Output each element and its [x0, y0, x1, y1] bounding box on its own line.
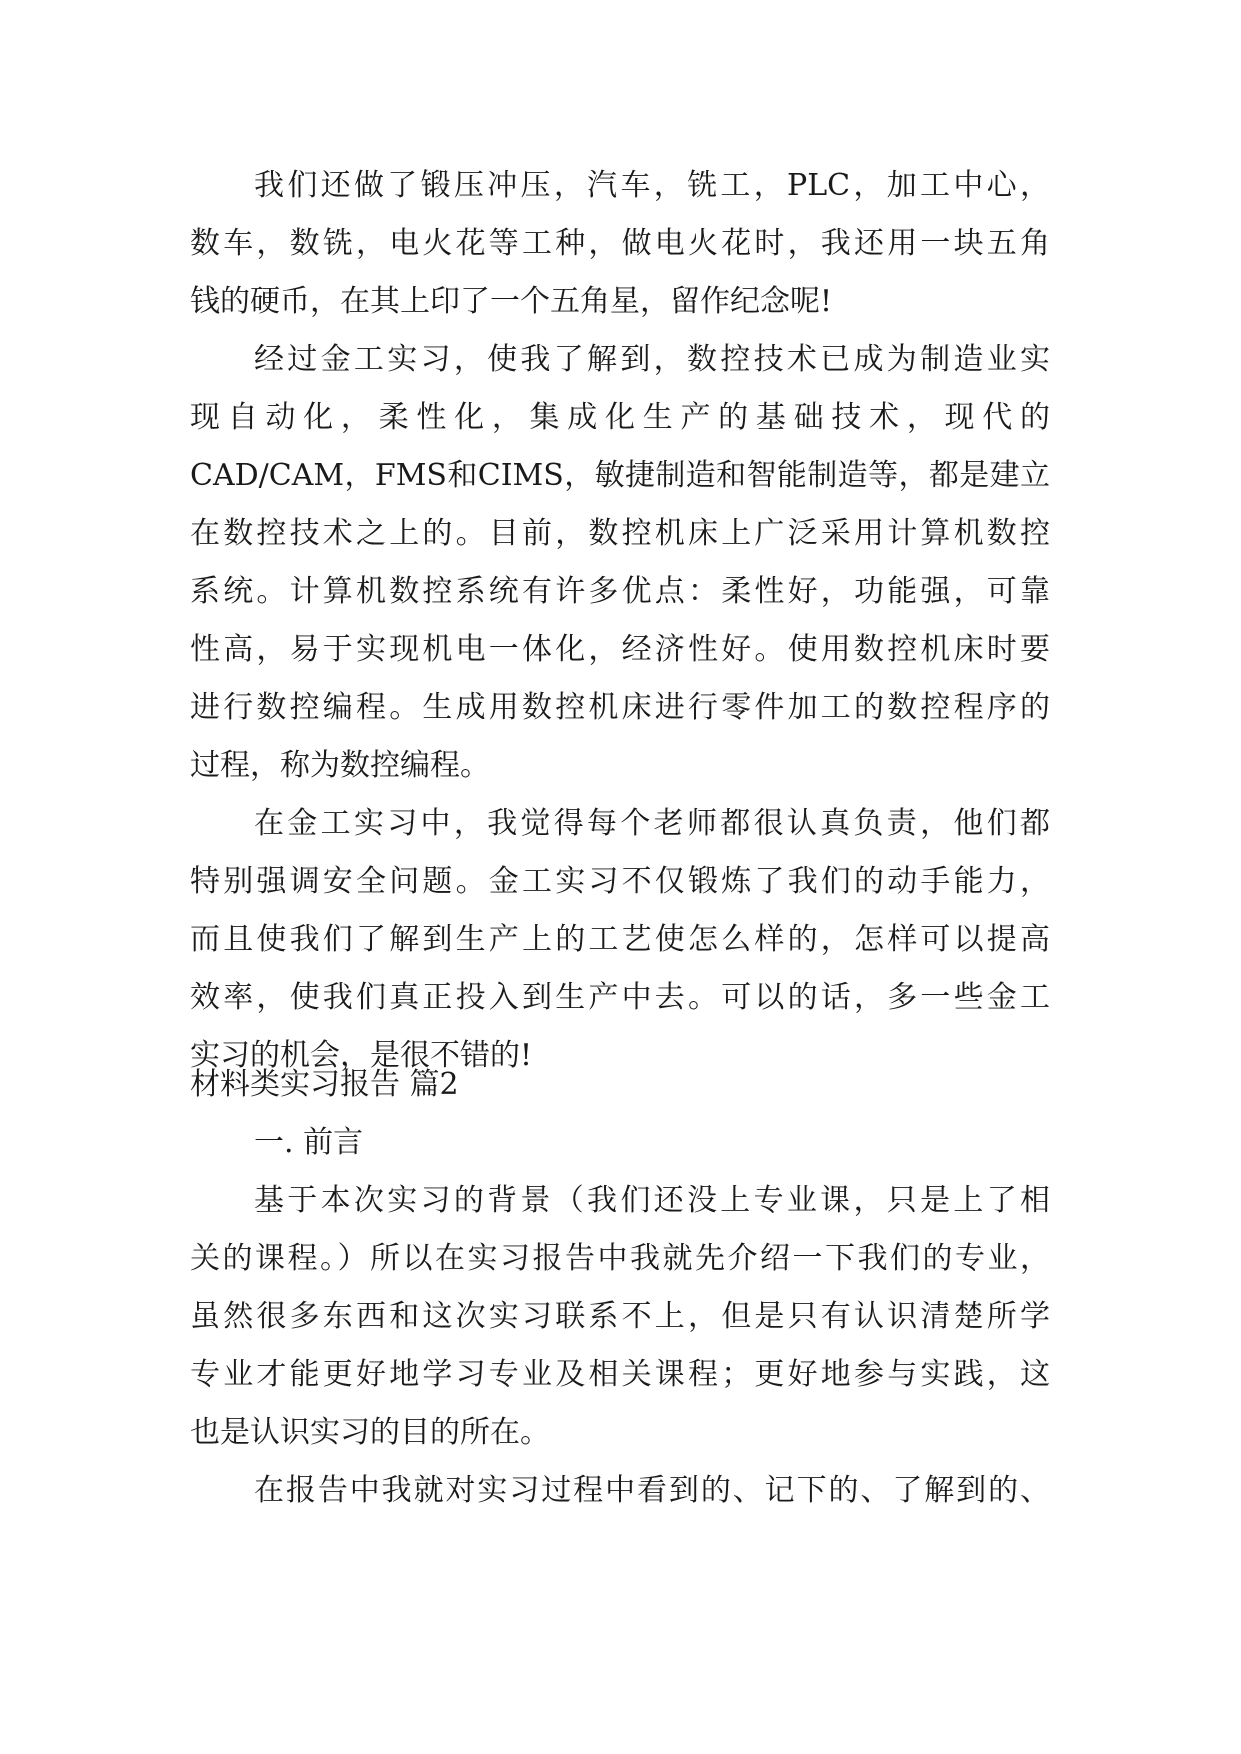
text-line: 虽然很多东西和这次实习联系不上，但是只有认识清楚所学 [190, 1299, 1050, 1334]
text-line: 我们还做了锻压冲压，汽车，铣工，PLC，加工中心， [254, 168, 1050, 203]
text-line: CAD/CAM，FMS和CIMS，敏捷制造和智能制造等，都是建立 [190, 458, 1050, 493]
text-line: 也是认识实习的目的所在。 [190, 1415, 550, 1450]
subheading-block [190, 1114, 1050, 1172]
text-line: 现自动化，柔性化，集成化生产的基础技术，现代的 [190, 400, 1050, 435]
text-line: 系统。计算机数控系统有许多优点：柔性好，功能强，可靠 [190, 574, 1050, 609]
text-line: 专业才能更好地学习专业及相关课程；更好地参与实践，这 [190, 1357, 1050, 1392]
text-line: 性高，易于实现机电一体化，经济性好。使用数控机床时要 [190, 632, 1050, 667]
paragraph-1 [190, 157, 1050, 331]
text-line: 实习的机会，是很不错的! [190, 1038, 533, 1073]
text-line: 特别强调安全问题。金工实习不仅锻炼了我们的动手能力， [190, 864, 1050, 899]
text-line: 效率，使我们真正投入到生产中去。可以的话，多一些金工 [190, 980, 1050, 1015]
text-line: 基于本次实习的背景（我们还没上专业课，只是上了相 [254, 1183, 1050, 1218]
text-line: 关的课程。）所以在实习报告中我就先介绍一下我们的专业， [190, 1241, 1050, 1276]
paragraph-4 [190, 1172, 1050, 1462]
text-line: 在数控技术之上的。目前，数控机床上广泛采用计算机数控 [190, 516, 1050, 551]
text-line: 经过金工实习，使我了解到，数控技术已成为制造业实 [254, 342, 1050, 377]
subheading: 一. 前言 [254, 1125, 364, 1160]
text-line: 在报告中我就对实习过程中看到的、记下的、了解到的、 [254, 1473, 1050, 1508]
paragraph-3 [190, 795, 1050, 1085]
section-heading: 材料类实习报告 篇2 [190, 1067, 459, 1102]
text-line: 进行数控编程。生成用数控机床进行零件加工的数控程序的 [190, 690, 1050, 725]
text-line: 而且使我们了解到生产上的工艺使怎么样的，怎样可以提高 [190, 922, 1050, 957]
section-heading-block [190, 1056, 1050, 1114]
paragraph-2 [190, 331, 1050, 795]
text-line: 在金工实习中，我觉得每个老师都很认真负责，他们都 [254, 806, 1050, 841]
paragraph-5 [190, 1462, 1050, 1520]
text-line: 过程，称为数控编程。 [190, 748, 490, 783]
text-line: 钱的硬币，在其上印了一个五角星，留作纪念呢! [190, 284, 833, 319]
text-line: 数车，数铣，电火花等工种，做电火花时，我还用一块五角 [190, 226, 1050, 261]
